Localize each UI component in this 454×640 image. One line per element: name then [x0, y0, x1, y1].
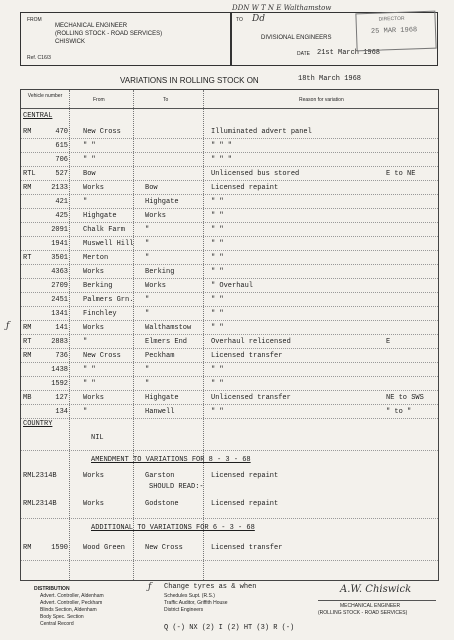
vehicle-code: RM [23, 128, 32, 136]
from-garage: Works [83, 394, 105, 402]
row-rule [21, 334, 438, 335]
signature: A.W. Chiswick [340, 584, 412, 595]
vehicle-number: 2133 [51, 184, 68, 192]
table-row [21, 252, 438, 264]
from-garage: Highgate [83, 212, 117, 220]
row-rule [21, 250, 438, 251]
from-garage: " " [83, 380, 96, 388]
table-row [21, 196, 438, 208]
to-garage: " [145, 254, 150, 262]
to-garage: " [145, 380, 150, 388]
to-garage: New Cross [145, 544, 183, 552]
column-header-to: To [163, 97, 169, 103]
reason: " " [211, 240, 224, 248]
footer-line-1: Schedules Supt. (R.S.) [164, 593, 215, 599]
should-read-label: SHOULD READ:- [149, 483, 204, 491]
vehicle-number: 134 [55, 408, 68, 416]
section-country: COUNTRY [23, 420, 53, 428]
to-garage: " [145, 366, 150, 374]
from-garage: Finchley [83, 310, 117, 318]
vehicle-number: 527 [55, 170, 68, 178]
footer-line-3: District Engineers [164, 607, 204, 613]
distribution-line-3: Blinds Section, Aldenham [40, 607, 97, 613]
document-title: VARIATIONS IN ROLLING STOCK ON [120, 76, 259, 85]
table-row [21, 378, 438, 390]
to-garage: " [145, 310, 150, 318]
row-rule [21, 390, 438, 391]
from-box [20, 12, 232, 66]
vehicle-number: 2091 [51, 226, 68, 234]
vehicle-number: 706 [55, 156, 68, 164]
row-rule [21, 222, 438, 223]
from-garage: New Cross [83, 352, 121, 360]
signature-rule [318, 600, 436, 601]
reason: " " [211, 408, 224, 416]
vehicle-code: RT [23, 338, 32, 346]
table-row [21, 126, 438, 138]
row-rule [21, 376, 438, 377]
to-garage: Godstone [145, 500, 179, 508]
reason: " " [211, 268, 224, 276]
table-row [21, 322, 438, 334]
vehicle-number: 470 [55, 128, 68, 136]
reason: " Overhaul [211, 282, 254, 290]
vehicle-number: 141 [55, 324, 68, 332]
row-rule [21, 418, 438, 419]
signature-title-2: (ROLLING STOCK - ROAD SERVICES) [318, 610, 408, 616]
reason: Licensed repaint [211, 500, 279, 508]
reason: " " [211, 296, 224, 304]
vehicle-number: 615 [55, 142, 68, 150]
date-label: DATE [297, 51, 310, 57]
distribution-line-2: Advert. Controller, Peckham [40, 600, 103, 606]
remark: " to " [386, 408, 412, 416]
reason: " " " [211, 142, 233, 150]
to-garage: Garston [145, 472, 175, 480]
from-label: FROM [27, 17, 42, 23]
from-garage: Works [83, 268, 105, 276]
vehicle-number: 4363 [51, 268, 68, 276]
vehicle-number: 1341 [51, 310, 68, 318]
table-row [21, 406, 438, 418]
distribution-line-1: Advert. Controller, Aldenham [40, 593, 104, 599]
row-rule [21, 292, 438, 293]
column-header-from: From [93, 97, 105, 103]
from-garage: New Cross [83, 128, 121, 136]
table-row [21, 364, 438, 376]
table-row [21, 392, 438, 404]
table-row [21, 294, 438, 306]
row-rule [21, 450, 438, 451]
row-rule [21, 404, 438, 405]
table-row [21, 266, 438, 278]
from-garage: Bow [83, 170, 96, 178]
table-row [21, 498, 438, 510]
table-row [21, 470, 438, 482]
row-rule [21, 208, 438, 209]
from-garage: Works [83, 324, 105, 332]
vehicle-number: 3501 [51, 254, 68, 262]
vehicle-number: 1438 [51, 366, 68, 374]
vehicle-code: RML2314B [23, 472, 57, 480]
row-rule [21, 152, 438, 153]
row-rule [21, 320, 438, 321]
table-row [21, 168, 438, 180]
received-stamp [355, 11, 436, 52]
to-garage: Bow [145, 184, 158, 192]
from-garage: Merton [83, 254, 109, 262]
distribution-line-4: Body Spec. Section [40, 614, 84, 620]
reason: " " [211, 366, 224, 374]
stamp-line-1: DIRECTOR [378, 15, 405, 23]
title-date: 18th March 1968 [298, 75, 362, 83]
reason: Illuminated advert panel [211, 128, 312, 136]
table-row [21, 224, 438, 236]
from-garage: Works [83, 500, 105, 508]
table-row [21, 336, 438, 348]
handwritten-annotation: DDN W T N E Walthamstow [232, 4, 332, 12]
reason: Unlicensed transfer [211, 394, 291, 402]
distribution-label: DISTRIBUTION [34, 586, 70, 592]
margin-mark: ƒ [6, 321, 10, 331]
from-garage: Chalk Farm [83, 226, 126, 234]
reason: Unlicensed bus stored [211, 170, 300, 178]
table-row [21, 238, 438, 250]
vehicle-number: 1592 [51, 380, 68, 388]
reason: Licensed transfer [211, 352, 283, 360]
table-row [21, 154, 438, 166]
reason: " " [211, 198, 224, 206]
vehicle-number: 127 [55, 394, 68, 402]
from-garage: " [83, 198, 88, 206]
row-rule [21, 236, 438, 237]
from-garage: " " [83, 156, 96, 164]
remark: E [386, 338, 391, 346]
table-row [21, 210, 438, 222]
to-garage: Berking [145, 268, 175, 276]
row-rule [21, 278, 438, 279]
reason: Overhaul relicensed [211, 338, 291, 346]
reason: Licensed repaint [211, 184, 279, 192]
from-garage: Palmers Grn. [83, 296, 134, 304]
remark: E to NE [386, 170, 416, 178]
reason: " " [211, 254, 224, 262]
additional-heading: ADDITIONAL TO VARIATIONS FOR 6 - 3 - 68 [91, 524, 255, 532]
reason: " " [211, 226, 224, 234]
table-row [21, 280, 438, 292]
row-rule [21, 194, 438, 195]
footer-line-2: Traffic Auditor, Griffith House [164, 600, 228, 606]
footer [0, 580, 454, 640]
to-garage: Works [145, 282, 167, 290]
reason: " " [211, 380, 224, 388]
reason: " " [211, 310, 224, 318]
vehicle-number: 736 [55, 352, 68, 360]
vehicle-number: 1590 [51, 544, 68, 552]
table-row [21, 140, 438, 152]
vehicle-code: RML2314B [23, 500, 57, 508]
to-garage: Walthamstow [145, 324, 192, 332]
from-garage: Berking [83, 282, 113, 290]
to-garage: Highgate [145, 198, 179, 206]
row-rule [21, 138, 438, 139]
from-garage: " [83, 338, 88, 346]
row-rule [21, 348, 438, 349]
vehicle-number: 2709 [51, 282, 68, 290]
reason: Licensed transfer [211, 544, 283, 552]
reason: " " [211, 324, 224, 332]
to-recipient: DIVISIONAL ENGINEERS [261, 35, 332, 41]
vehicle-code: RM [23, 184, 32, 192]
from-garage: Works [83, 184, 105, 192]
amendment-heading: AMENDMENT TO VARIATIONS FOR 8 - 3 - 68 [91, 456, 251, 464]
to-garage: " [145, 226, 150, 234]
vehicle-code: MB [23, 394, 32, 402]
country-nil: NIL [91, 434, 104, 442]
footer-code: Q (-) NX (2) I (2) HT (3) R (-) [164, 624, 295, 632]
to-garage: Hanwell [145, 408, 175, 416]
table-row [21, 542, 438, 554]
from-line-3: CHISWICK [55, 39, 85, 45]
vehicle-number: 421 [55, 198, 68, 206]
reason: " " [211, 212, 224, 220]
row-rule [21, 166, 438, 167]
row-rule [21, 306, 438, 307]
row-rule [21, 362, 438, 363]
row-rule [21, 560, 438, 561]
to-garage: Highgate [145, 394, 179, 402]
table-row [21, 350, 438, 362]
distribution-line-5: Central Record [40, 621, 74, 627]
row-rule [21, 518, 438, 519]
to-garage: Works [145, 212, 167, 220]
reason: " " " [211, 156, 233, 164]
vehicle-code: RM [23, 544, 32, 552]
vehicle-code: RM [23, 352, 32, 360]
margin-mark: ƒ [148, 582, 152, 592]
to-garage: Elmers End [145, 338, 188, 346]
vehicle-code: RM [23, 324, 32, 332]
section-central: CENTRAL [23, 112, 53, 120]
from-line-1: MECHANICAL ENGINEER [55, 23, 128, 29]
from-garage: " [83, 408, 88, 416]
to-garage: Peckham [145, 352, 175, 360]
table-row [21, 308, 438, 320]
table-row [21, 182, 438, 194]
from-garage: Muswell Hill [83, 240, 134, 248]
to-label: TO [236, 17, 243, 23]
signature-title-1: MECHANICAL ENGINEER [340, 603, 401, 609]
to-garage: " [145, 296, 150, 304]
column-header-reason: Reason for variation [299, 97, 344, 103]
vehicle-number: 425 [55, 212, 68, 220]
remark: NE to SWS [386, 394, 424, 402]
column-header-vehicle: Vehicle number [27, 93, 63, 99]
vehicle-code: RTL [23, 170, 36, 178]
vehicle-code: RT [23, 254, 32, 262]
footer-note: Change tyres as & when [164, 583, 257, 591]
reason: Licensed repaint [211, 472, 279, 480]
vehicle-number: 2451 [51, 296, 68, 304]
to-garage: " [145, 240, 150, 248]
from-garage: Works [83, 472, 105, 480]
reference-number: Ref. C16/3 [27, 55, 51, 61]
row-rule [21, 180, 438, 181]
vehicle-number: 1941 [51, 240, 68, 248]
from-garage: " " [83, 142, 96, 150]
date-value: 21st March 1968 [317, 49, 381, 57]
handwritten-initials: Dd [252, 14, 265, 24]
row-rule [21, 264, 438, 265]
from-garage: " " [83, 366, 96, 374]
from-line-2: (ROLLING STOCK - ROAD SERVICES) [55, 31, 163, 37]
stamp-line-2: 25 MAR 1968 [370, 26, 418, 36]
header-rule [21, 108, 438, 109]
variations-table [20, 89, 439, 581]
vehicle-number: 2883 [51, 338, 68, 346]
from-garage: Wood Green [83, 544, 126, 552]
